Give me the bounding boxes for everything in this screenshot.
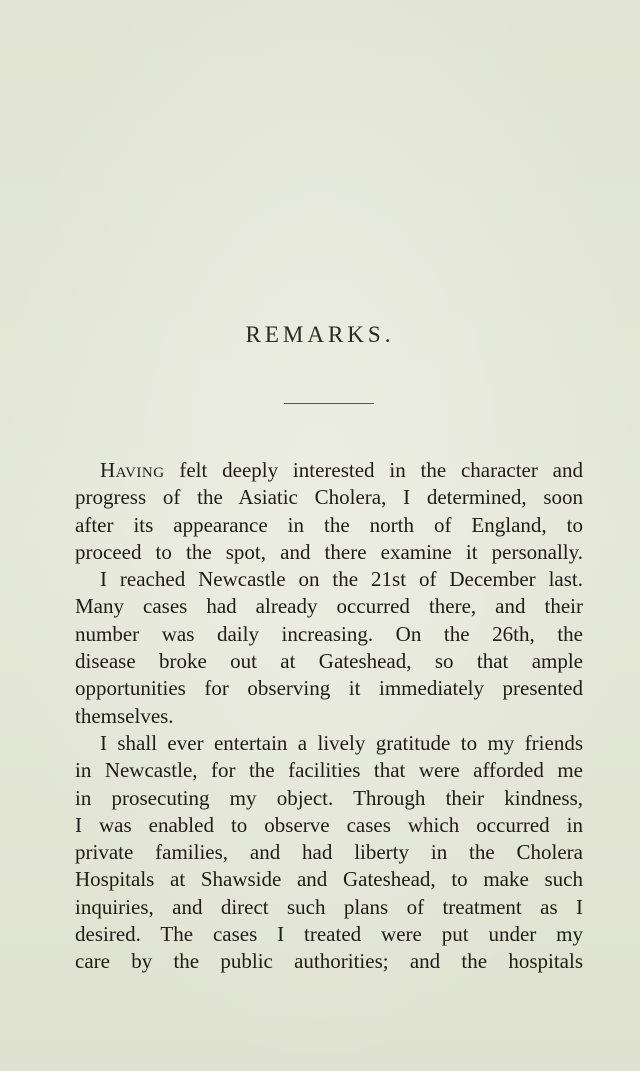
text-line: Hospitals at Shawside and Gateshead, to make such — [75, 867, 583, 892]
text-line: themselves. — [75, 703, 174, 728]
text-line: I was enabled to observe cases which occurred in — [75, 812, 583, 837]
text-line: care by the public authorities; and the hospitals — [75, 949, 583, 974]
text-line: number was daily increasing. On the 26th, the — [75, 621, 583, 646]
text-line: I shall ever entertain a lively gratitude to my friends — [100, 730, 583, 755]
text-line: opportunities for observing it immediately presented — [75, 676, 583, 701]
text-line: after its appearance in the north of England, to — [75, 512, 583, 537]
page-title: REMARKS. — [245, 322, 395, 347]
lead-word: Having — [100, 458, 165, 482]
text-line: Having felt deeply interested in the character and — [100, 458, 583, 482]
text-line: Many cases had already occurred there, and their — [75, 594, 583, 619]
text-line: inquiries, and direct such plans of treatment as I — [75, 894, 583, 919]
text-line: I reached Newcastle on the 21st of December last. — [100, 567, 583, 592]
text-line: desired. The cases I treated were put under my — [75, 922, 583, 947]
text-line: disease broke out at Gateshead, so that ample — [75, 649, 583, 674]
text-line: in prosecuting my object. Through their kindness, — [75, 785, 583, 810]
text-line: proceed to the spot, and there examine it personally. — [75, 539, 583, 564]
text-line: in Newcastle, for the facilities that were afforded me — [75, 758, 583, 783]
text-line: private families, and had liberty in the Cholera — [75, 840, 583, 865]
text-line: progress of the Asiatic Cholera, I determined, soon — [75, 485, 583, 510]
title-divider — [284, 403, 374, 404]
body-text — [75, 457, 583, 976]
paragraph-1 — [75, 457, 583, 566]
paragraph-3 — [75, 730, 583, 976]
paragraph-2 — [75, 566, 583, 730]
